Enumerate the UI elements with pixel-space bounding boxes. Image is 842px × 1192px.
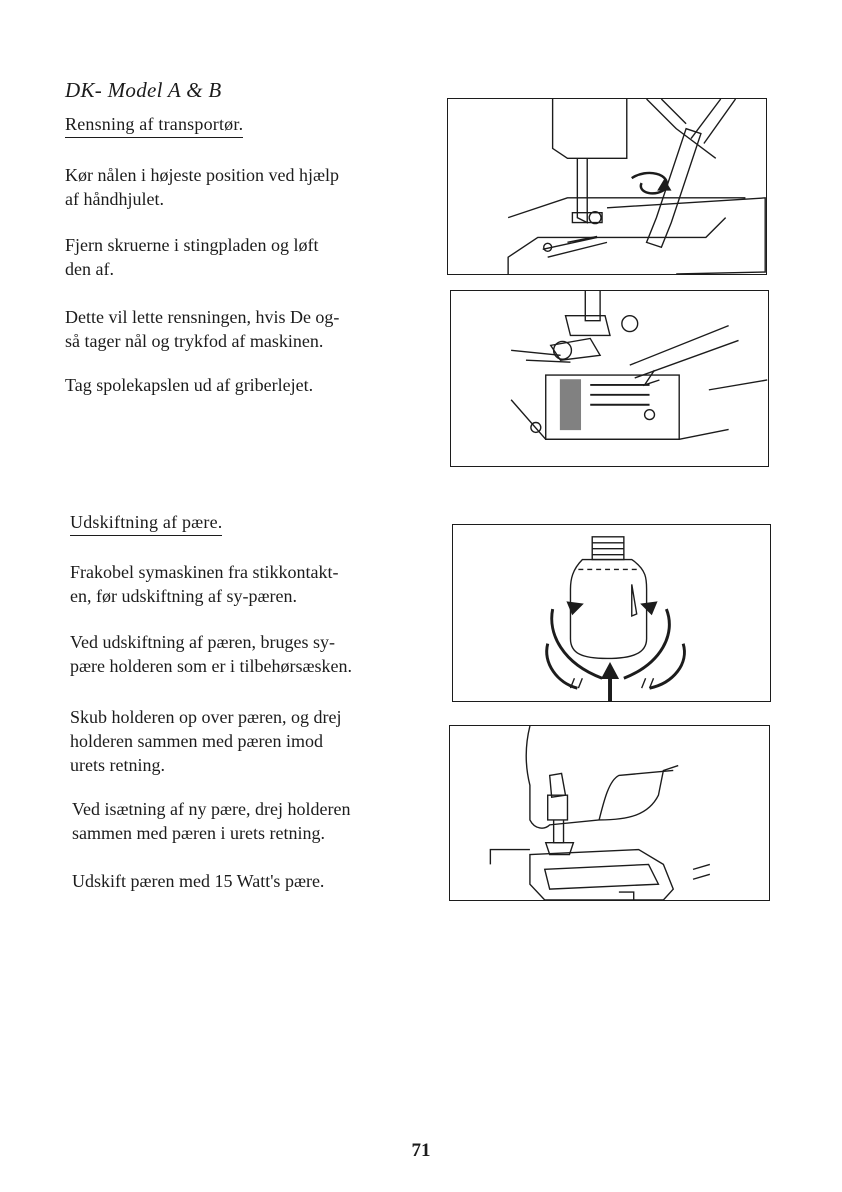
paragraph-remove-bobbin-case: Tag spolekapslen ud af griberlejet.	[65, 375, 314, 395]
bulb-rotation-illustration	[452, 524, 771, 702]
paragraph-remove-screws: Fjern skruerne i stingpladen og løft den af.	[65, 235, 319, 279]
paragraph-push-and-turn: Skub holderen op over pæren, og drej holderen sammen med pæren imod urets retning.	[70, 707, 342, 775]
paragraph-raise-needle: Kør nålen i højeste position ved hjælp af håndhjulet.	[65, 165, 339, 209]
bulb-holder-machine-illustration	[449, 725, 770, 901]
paragraph-bulb-wattage: Udskift pæren med 15 Watt's pære.	[72, 871, 325, 891]
paragraph-insert-new-bulb: Ved isætning af ny pære, drej holderen sammen med pæren i urets retning.	[72, 799, 351, 843]
section-heading-feed-dog-cleaning: Rensning af transportør.	[65, 114, 243, 138]
feed-dog-cleaning-illustration	[450, 290, 769, 467]
paragraph-remove-needle-foot: Dette vil lette rensningen, hvis De og- så tager nål og trykfod af maskinen.	[65, 307, 340, 351]
page-number: 71	[411, 1140, 431, 1161]
paragraph-unplug-machine: Frakobel symaskinen fra stikkontakt- en, før udskiftning af sy-pæren.	[70, 562, 339, 606]
paragraph-use-bulb-holder: Ved udskiftning af pæren, bruges sy- pære holderen som er i tilbehørsæsken.	[70, 632, 352, 676]
section-heading-bulb-replacement: Udskiftning af pære.	[70, 512, 222, 536]
model-title: DK- Model A & B	[65, 78, 222, 102]
screwdriver-needle-plate-illustration	[447, 98, 767, 275]
